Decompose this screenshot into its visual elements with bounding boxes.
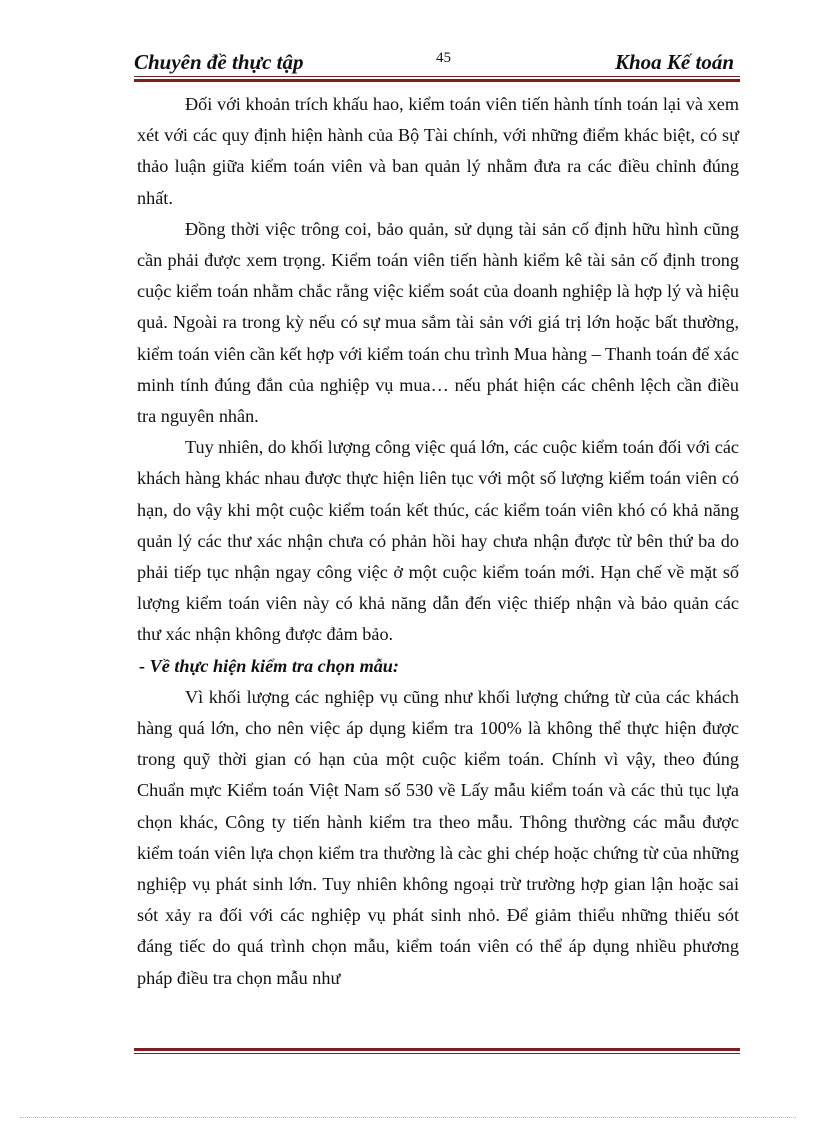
footer-rule bbox=[134, 1048, 740, 1054]
paragraph-depreciation: Đối với khoản trích khấu hao, kiểm toán viên tiến hành tính toán lại và xem xét với các quy định hiện hành của Bộ Tài chính, với những điểm khác biệt, có sự thảo luận giữa kiểm toán viên và ban quản lý nhằm đưa ra các điều chỉnh đúng nhất. bbox=[137, 94, 739, 208]
page-header bbox=[134, 48, 740, 78]
section-heading-sampling: - Về thực hiện kiểm tra chọn mẫu: bbox=[139, 655, 399, 676]
header-rule bbox=[134, 76, 740, 82]
header-right-title: Khoa Kế toán bbox=[614, 50, 734, 74]
page-edge-dotted-line bbox=[20, 1117, 796, 1118]
paragraph-fixed-assets: Đồng thời việc trông coi, bảo quản, sử dụng tài sản cố định hữu hình cũng cần phải được xem trọng. Kiểm toán viên tiến hành kiểm kê tài sản cố định trong cuộc kiểm toán nhằm chắc rằng việc kiểm soát của doanh nghiệp là hợp lý và hiệu quả. Ngoài ra trong kỳ nếu có sự mua sắm tài sản với giá trị lớn hoặc bất thường, kiểm toán viên cần kết hợp với kiểm toán chu trình Mua hàng – Thanh toán để xác minh tính đúng đắn của nghiệp vụ mua… nếu phát hiện các chênh lệch cần điều tra nguyên nhân. bbox=[137, 218, 739, 427]
paragraph-limitations: Tuy nhiên, do khối lượng công việc quá lớn, các cuộc kiểm toán đối với các khách hàng khác nhau được thực hiện liên tục với một số lượng kiểm toán viên có hạn, do vậy khi một cuộc kiểm toán kết thúc, các kiểm toán viên khó có khả năng quản lý các thư xác nhận chưa có phản hồi hay chưa nhận được từ bên thứ ba do phải tiếp tục nhận ngay công việc ở một cuộc kiểm toán mới. Hạn chế về mặt số lượng kiểm toán viên này có khả năng dẫn đến việc thiếp nhận và bảo quản các thư xác nhận không được đảm bảo. bbox=[137, 437, 739, 645]
page-number: 45 bbox=[436, 50, 451, 66]
header-left-title: Chuyên đề thực tập bbox=[134, 50, 304, 74]
paragraph-sampling: Vì khối lượng các nghiệp vụ cũng như khối lượng chứng từ của các khách hàng quá lớn, cho nên việc áp dụng kiểm tra 100% là không thể thực hiện được trong quỹ thời gian có hạn của một cuộc kiểm toán. Chính vì vậy, theo đúng Chuẩn mực Kiểm toán Việt Nam số 530 về Lấy mẫu kiểm toán và các thủ tục lựa chọn khác, Công ty tiến hành kiểm tra theo mẫu. Thông thường các mẫu được kiểm toán viên lựa chọn kiểm tra thường là càc ghi chép hoặc chứng từ của những nghiệp vụ phát sinh lớn. Tuy nhiên không ngoại trừ trường hợp gian lận hoặc sai sót xảy ra đối với các nghiệp vụ phát sinh nhỏ. Để giảm thiểu những thiếu sót đáng tiếc do quá trình chọn mẫu, kiểm toán viên có thể áp dụng nhiều phương pháp điều tra chọn mẫu như bbox=[137, 686, 739, 988]
document-body bbox=[137, 89, 739, 994]
